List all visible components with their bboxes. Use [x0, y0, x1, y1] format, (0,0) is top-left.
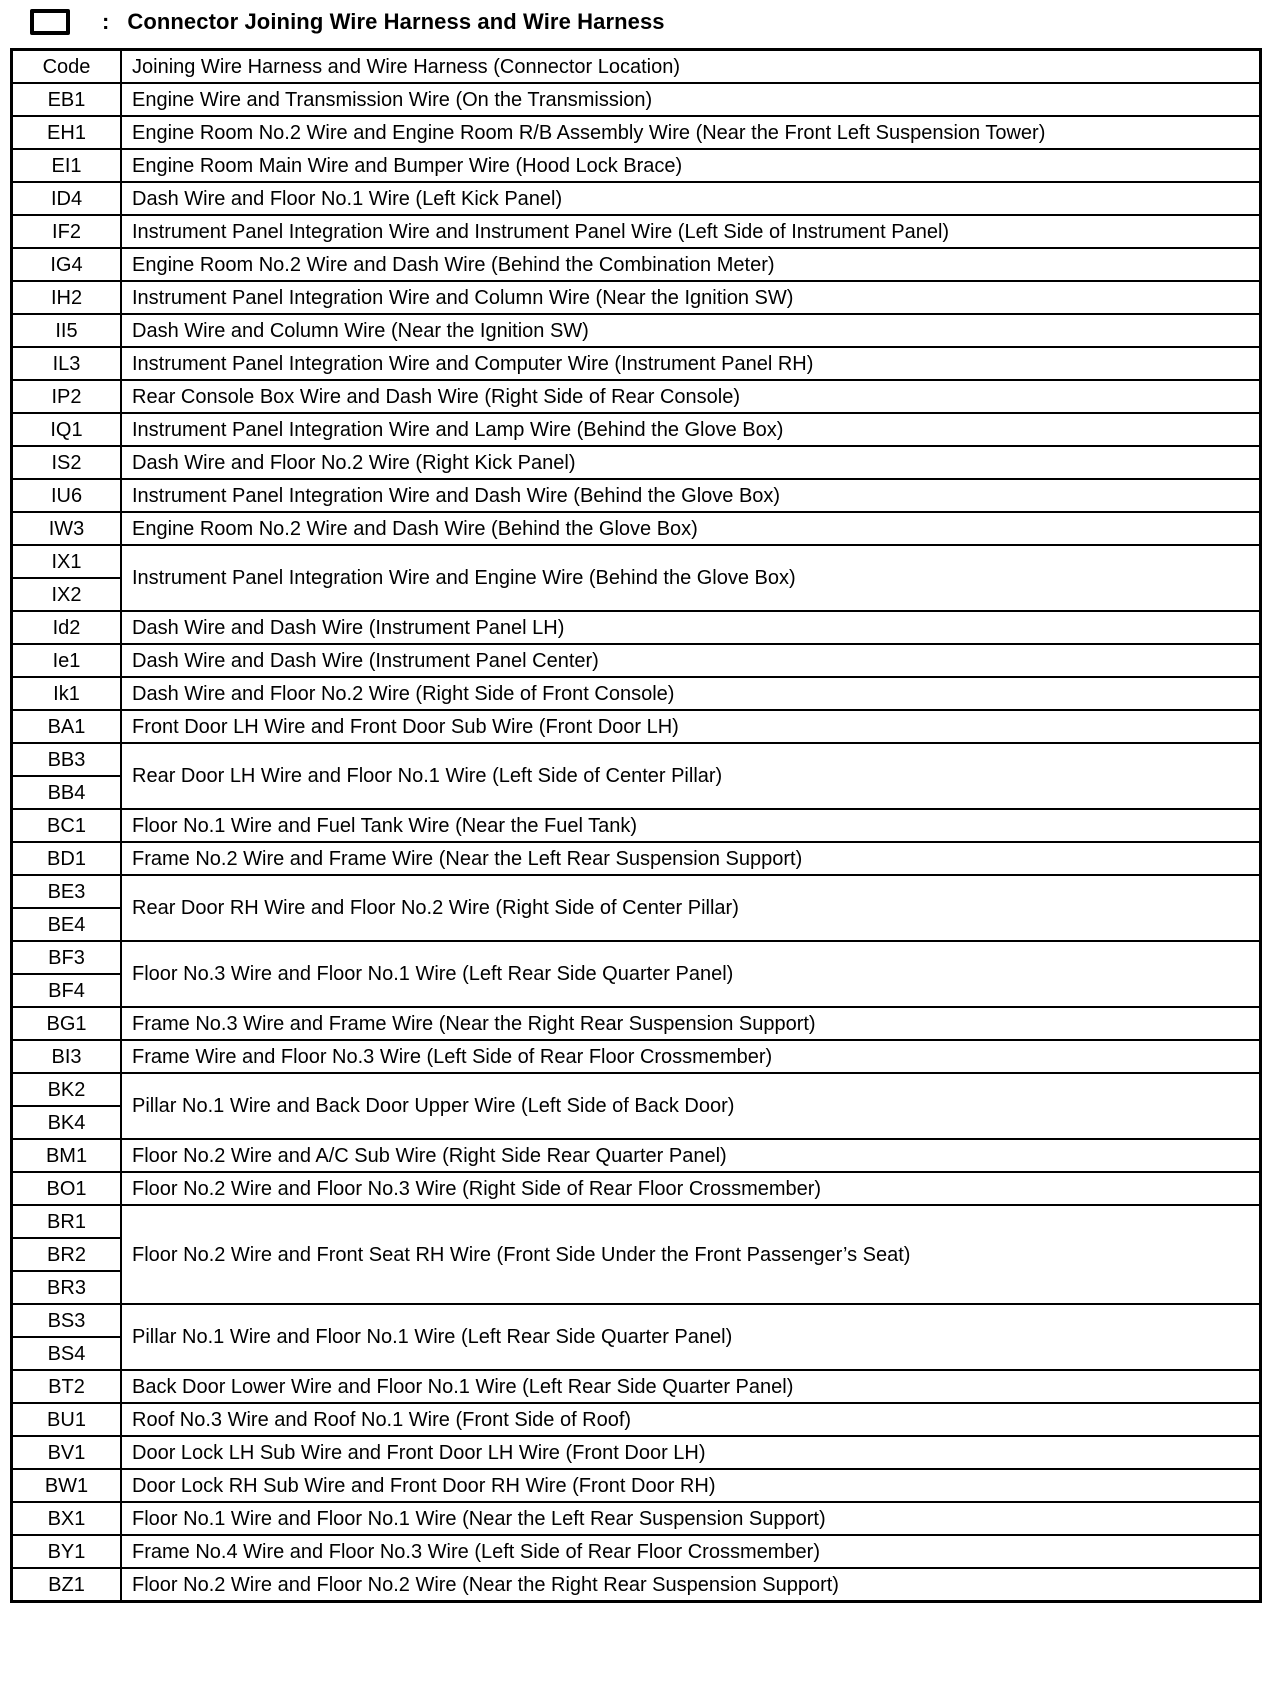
table-row — [12, 479, 1261, 512]
connector-code: BR3 — [12, 1271, 122, 1304]
connector-code: BK2 — [12, 1073, 122, 1106]
connector-code: BY1 — [12, 1535, 122, 1568]
table-header-row — [12, 50, 1261, 84]
connector-code: IX1 — [12, 545, 122, 578]
table-row — [12, 1205, 1261, 1238]
table-row — [12, 644, 1261, 677]
connector-description: Door Lock RH Sub Wire and Front Door RH Wire (Front Door RH) — [121, 1469, 1261, 1502]
table-row — [12, 512, 1261, 545]
connector-code: BD1 — [12, 842, 122, 875]
connector-code: EH1 — [12, 116, 122, 149]
column-header-description: Joining Wire Harness and Wire Harness (Connector Location) — [121, 50, 1261, 84]
table-row — [12, 1304, 1261, 1337]
connector-code: BV1 — [12, 1436, 122, 1469]
table-row — [12, 1403, 1261, 1436]
connector-code: BB4 — [12, 776, 122, 809]
connector-code: IQ1 — [12, 413, 122, 446]
connector-code: IL3 — [12, 347, 122, 380]
connector-code: BX1 — [12, 1502, 122, 1535]
connector-code: BC1 — [12, 809, 122, 842]
table-row — [12, 182, 1261, 215]
connector-description: Frame No.2 Wire and Frame Wire (Near the Left Rear Suspension Support) — [121, 842, 1261, 875]
connector-table-body — [12, 50, 1261, 1602]
connector-description: Floor No.2 Wire and A/C Sub Wire (Right Side Rear Quarter Panel) — [121, 1139, 1261, 1172]
connector-description: Instrument Panel Integration Wire and Computer Wire (Instrument Panel RH) — [121, 347, 1261, 380]
connector-description: Back Door Lower Wire and Floor No.1 Wire (Left Rear Side Quarter Panel) — [121, 1370, 1261, 1403]
table-row — [12, 1007, 1261, 1040]
column-header-code: Code — [12, 50, 122, 84]
connector-code: BE4 — [12, 908, 122, 941]
connector-description: Floor No.1 Wire and Fuel Tank Wire (Near the Fuel Tank) — [121, 809, 1261, 842]
connector-code: IU6 — [12, 479, 122, 512]
table-row — [12, 743, 1261, 776]
table-row — [12, 1139, 1261, 1172]
connector-description: Dash Wire and Floor No.1 Wire (Left Kick Panel) — [121, 182, 1261, 215]
table-row — [12, 545, 1261, 578]
connector-description: Instrument Panel Integration Wire and Column Wire (Near the Ignition SW) — [121, 281, 1261, 314]
connector-code: Ik1 — [12, 677, 122, 710]
connector-description: Rear Console Box Wire and Dash Wire (Right Side of Rear Console) — [121, 380, 1261, 413]
connector-description: Floor No.1 Wire and Floor No.1 Wire (Near the Left Rear Suspension Support) — [121, 1502, 1261, 1535]
connector-description: Instrument Panel Integration Wire and Instrument Panel Wire (Left Side of Instrument Panel) — [121, 215, 1261, 248]
table-row — [12, 446, 1261, 479]
table-row — [12, 842, 1261, 875]
table-row — [12, 380, 1261, 413]
connector-code: IP2 — [12, 380, 122, 413]
connector-description: Engine Wire and Transmission Wire (On the Transmission) — [121, 83, 1261, 116]
connector-description: Roof No.3 Wire and Roof No.1 Wire (Front Side of Roof) — [121, 1403, 1261, 1436]
table-row — [12, 1436, 1261, 1469]
connector-code: BS4 — [12, 1337, 122, 1370]
connector-description: Rear Door RH Wire and Floor No.2 Wire (Right Side of Center Pillar) — [121, 875, 1261, 941]
legend-colon: : — [102, 9, 110, 34]
connector-table — [10, 48, 1262, 1603]
connector-description: Engine Room No.2 Wire and Engine Room R/B Assembly Wire (Near the Front Left Suspension Tower) — [121, 116, 1261, 149]
connector-code: BR1 — [12, 1205, 122, 1238]
connector-description: Engine Room No.2 Wire and Dash Wire (Behind the Combination Meter) — [121, 248, 1261, 281]
table-row — [12, 710, 1261, 743]
connector-description: Dash Wire and Floor No.2 Wire (Right Kick Panel) — [121, 446, 1261, 479]
table-row — [12, 215, 1261, 248]
connector-description: Floor No.2 Wire and Front Seat RH Wire (Front Side Under the Front Passenger’s Seat) — [121, 1205, 1261, 1304]
connector-description: Frame No.4 Wire and Floor No.3 Wire (Left Side of Rear Floor Crossmember) — [121, 1535, 1261, 1568]
connector-description: Dash Wire and Floor No.2 Wire (Right Side of Front Console) — [121, 677, 1261, 710]
connector-code: EI1 — [12, 149, 122, 182]
connector-legend-box-icon — [30, 9, 70, 35]
table-row — [12, 809, 1261, 842]
connector-description: Door Lock LH Sub Wire and Front Door LH Wire (Front Door LH) — [121, 1436, 1261, 1469]
connector-code: BS3 — [12, 1304, 122, 1337]
connector-description: Pillar No.1 Wire and Floor No.1 Wire (Left Rear Side Quarter Panel) — [121, 1304, 1261, 1370]
connector-code: BZ1 — [12, 1568, 122, 1602]
connector-code: BW1 — [12, 1469, 122, 1502]
connector-code: BA1 — [12, 710, 122, 743]
connector-description: Instrument Panel Integration Wire and Lamp Wire (Behind the Glove Box) — [121, 413, 1261, 446]
connector-code: IF2 — [12, 215, 122, 248]
connector-code: IG4 — [12, 248, 122, 281]
table-row — [12, 1370, 1261, 1403]
connector-description: Floor No.2 Wire and Floor No.3 Wire (Right Side of Rear Floor Crossmember) — [121, 1172, 1261, 1205]
connector-code: II5 — [12, 314, 122, 347]
table-row — [12, 149, 1261, 182]
table-row — [12, 611, 1261, 644]
connector-code: BM1 — [12, 1139, 122, 1172]
connector-code: BU1 — [12, 1403, 122, 1436]
table-row — [12, 941, 1261, 974]
connector-description: Floor No.3 Wire and Floor No.1 Wire (Left Rear Side Quarter Panel) — [121, 941, 1261, 1007]
table-row — [12, 1172, 1261, 1205]
connector-code: BT2 — [12, 1370, 122, 1403]
table-row — [12, 1568, 1261, 1602]
table-row — [12, 1073, 1261, 1106]
connector-description: Dash Wire and Dash Wire (Instrument Panel Center) — [121, 644, 1261, 677]
connector-code: IS2 — [12, 446, 122, 479]
connector-description: Instrument Panel Integration Wire and Engine Wire (Behind the Glove Box) — [121, 545, 1261, 611]
table-row — [12, 281, 1261, 314]
table-row — [12, 1535, 1261, 1568]
table-row — [12, 83, 1261, 116]
connector-description: Rear Door LH Wire and Floor No.1 Wire (Left Side of Center Pillar) — [121, 743, 1261, 809]
table-row — [12, 677, 1261, 710]
connector-description: Frame No.3 Wire and Frame Wire (Near the Right Rear Suspension Support) — [121, 1007, 1261, 1040]
table-row — [12, 1469, 1261, 1502]
connector-code: Ie1 — [12, 644, 122, 677]
table-row — [12, 248, 1261, 281]
connector-description: Dash Wire and Column Wire (Near the Ignition SW) — [121, 314, 1261, 347]
connector-code: EB1 — [12, 83, 122, 116]
connector-code: IX2 — [12, 578, 122, 611]
table-row — [12, 314, 1261, 347]
table-row — [12, 116, 1261, 149]
connector-code: BB3 — [12, 743, 122, 776]
connector-code: BK4 — [12, 1106, 122, 1139]
connector-code: ID4 — [12, 182, 122, 215]
table-row — [12, 875, 1261, 908]
table-row — [12, 1502, 1261, 1535]
connector-code: BE3 — [12, 875, 122, 908]
connector-description: Engine Room No.2 Wire and Dash Wire (Behind the Glove Box) — [121, 512, 1261, 545]
table-row — [12, 1040, 1261, 1073]
connector-description: Front Door LH Wire and Front Door Sub Wire (Front Door LH) — [121, 710, 1261, 743]
connector-description: Engine Room Main Wire and Bumper Wire (Hood Lock Brace) — [121, 149, 1261, 182]
connector-code: BI3 — [12, 1040, 122, 1073]
table-row — [12, 347, 1261, 380]
connector-description: Instrument Panel Integration Wire and Dash Wire (Behind the Glove Box) — [121, 479, 1261, 512]
connector-code: IW3 — [12, 512, 122, 545]
connector-code: IH2 — [12, 281, 122, 314]
connector-code: BO1 — [12, 1172, 122, 1205]
page-header — [30, 4, 665, 40]
connector-code: BG1 — [12, 1007, 122, 1040]
connector-code: BR2 — [12, 1238, 122, 1271]
connector-description: Floor No.2 Wire and Floor No.2 Wire (Near the Right Rear Suspension Support) — [121, 1568, 1261, 1602]
page-title: Connector Joining Wire Harness and Wire Harness — [127, 9, 665, 34]
connector-code: BF3 — [12, 941, 122, 974]
connector-description: Dash Wire and Dash Wire (Instrument Panel LH) — [121, 611, 1261, 644]
connector-code: BF4 — [12, 974, 122, 1007]
connector-description: Pillar No.1 Wire and Back Door Upper Wire (Left Side of Back Door) — [121, 1073, 1261, 1139]
connector-description: Frame Wire and Floor No.3 Wire (Left Side of Rear Floor Crossmember) — [121, 1040, 1261, 1073]
table-row — [12, 413, 1261, 446]
connector-code: Id2 — [12, 611, 122, 644]
